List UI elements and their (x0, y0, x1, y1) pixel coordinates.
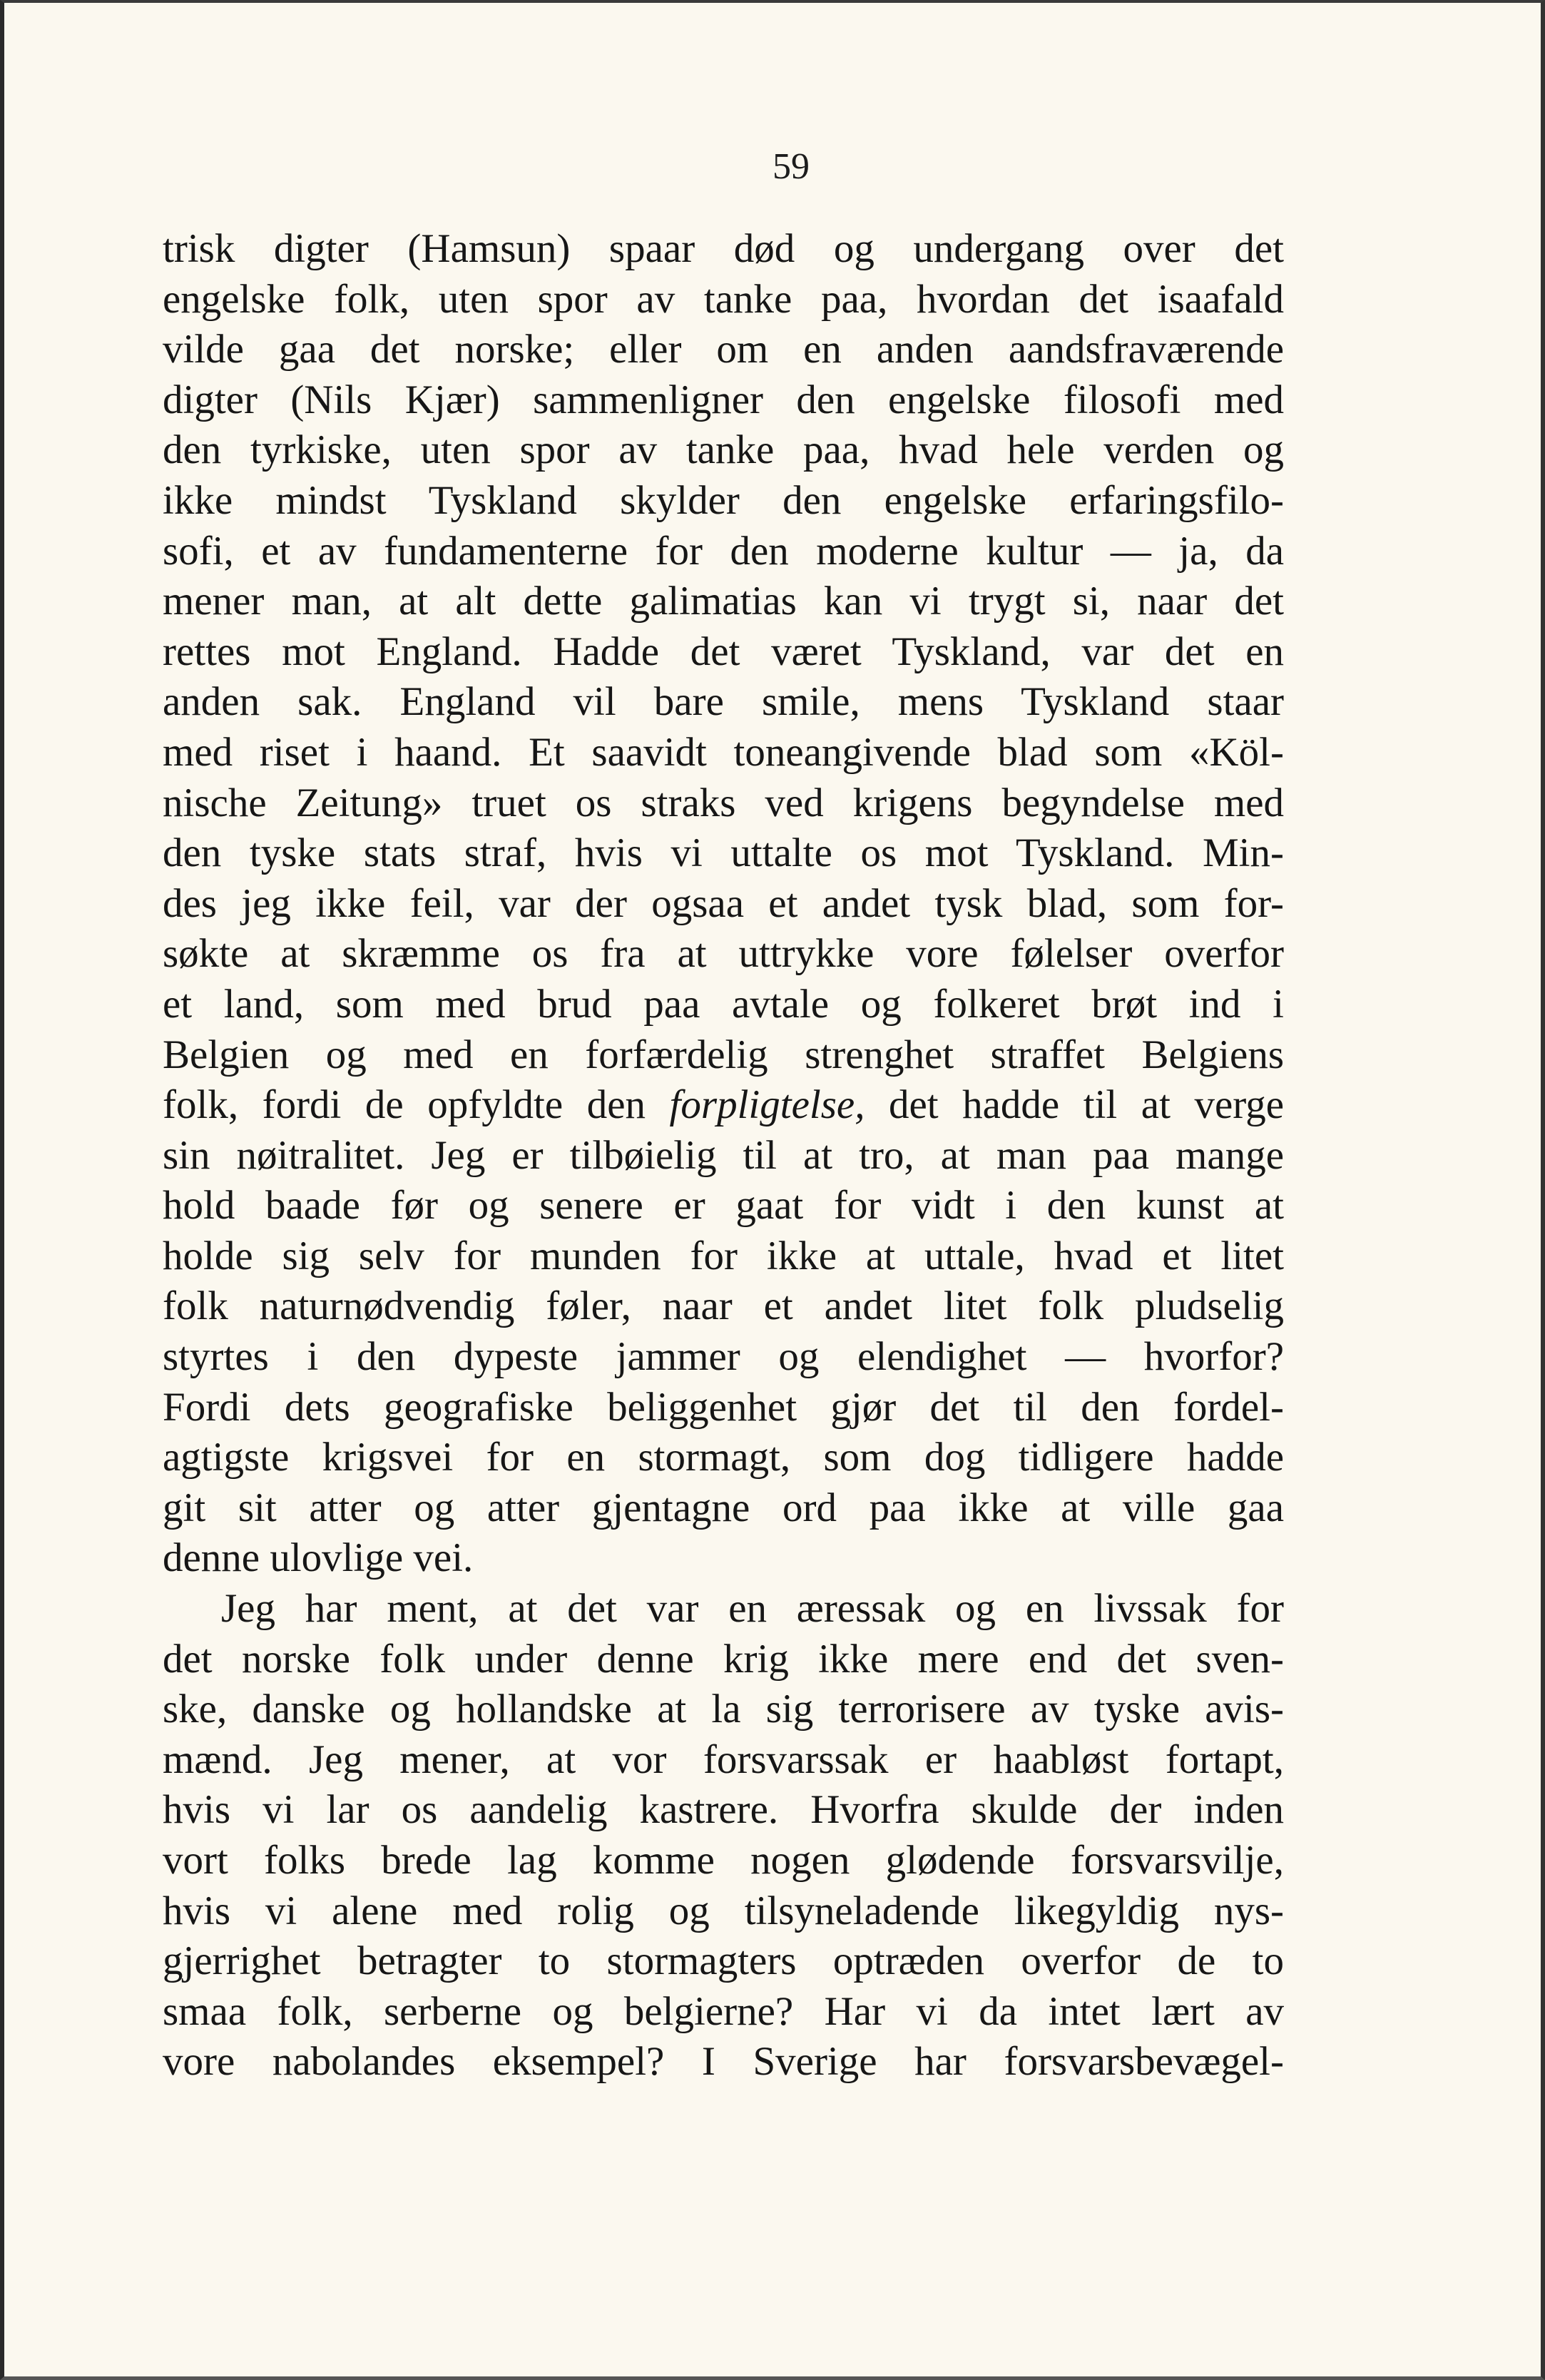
text-line: hvis vi alene med rolig og tilsyneladende likegyldig nys- (163, 1888, 1284, 1933)
text-line: et land, som med brud paa avtale og folkeret brøt ind i (163, 981, 1284, 1027)
text-line: ikke mindst Tyskland skylder den engelske erfaringsfilo- (163, 477, 1284, 523)
text-line (163, 1080, 1284, 1131)
text-line: den tyrkiske, uten spor av tanke paa, hvad hele verden og (163, 427, 1284, 473)
text-line: vort folks brede lag komme nogen glødende forsvarsvilje, (163, 1838, 1284, 1883)
text-line: vore nabolandes eksempel? I Sverige har forsvarsbevægel- (163, 2039, 1284, 2085)
text-line: Jeg har ment, at det var en æressak og en livssak for (221, 1586, 1284, 1632)
text-line: des jeg ikke feil, var der ogsaa et andet tysk blad, som for- (163, 880, 1284, 926)
text-line: Fordi dets geografiske beliggenhet gjør det til den fordel- (163, 1384, 1284, 1430)
text-line: gjerrighet betragter to stormagters optræden overfor de to (163, 1938, 1284, 1984)
text-line: holde sig selv for munden for ikke at uttale, hvad et litet (163, 1233, 1284, 1278)
text-line: denne ulovlige vei. (163, 1535, 474, 1581)
text-line: styrtes i den dypeste jammer og elendighet — hvorfor? (163, 1334, 1284, 1380)
page-number: 59 (772, 146, 810, 187)
text-line: anden sak. England vil bare smile, mens Tyskland staar (163, 679, 1284, 725)
text-line: Belgien og med en forfærdelig strenghet straffet Belgiens (163, 1032, 1284, 1077)
text-line: mener man, at alt dette galimatias kan vi trygt si, naar det (163, 579, 1284, 624)
text-line: folk naturnødvendig føler, naar et andet litet folk pludselig (163, 1283, 1284, 1329)
text-line: rettes mot England. Hadde det været Tyskland, var det en (163, 629, 1284, 674)
text-line: smaa folk, serberne og belgierne? Har vi da intet lært av (163, 1988, 1284, 2034)
text-line: vilde gaa det norske; eller om en anden aandsfraværende (163, 327, 1284, 372)
body-text (163, 224, 1284, 2087)
text-line: trisk digter (Hamsun) spaar død og undergang over det (163, 226, 1284, 271)
text-line: nische Zeitung» truet os straks ved krigens begyndelse med (163, 780, 1284, 825)
text-span: folk, fordi de opfyldte den (163, 1082, 670, 1128)
text-line: hold baade før og senere er gaat for vidt i den kunst at (163, 1183, 1284, 1229)
text-line: sin nøitralitet. Jeg er tilbøielig til at tro, at man paa mange (163, 1132, 1284, 1178)
text-line: mænd. Jeg mener, at vor forsvarssak er haabløst fortapt, (163, 1736, 1284, 1782)
text-line: det norske folk under denne krig ikke mere end det sven- (163, 1636, 1284, 1682)
text-line: ske, danske og hollandske at la sig terrorisere av tyske avis- (163, 1687, 1284, 1732)
text-line: digter (Nils Kjær) sammenligner den engelske filosofi med (163, 377, 1284, 422)
text-line: den tyske stats straf, hvis vi uttalte os mot Tyskland. Min- (163, 830, 1284, 876)
text-line: hvis vi lar os aandelig kastrere. Hvorfra skulde der inden (163, 1787, 1284, 1833)
text-line: søkte at skræmme os fra at uttrykke vore følelser overfor (163, 931, 1284, 977)
text-line: agtigste krigsvei for en stormagt, som dog tidligere hadde (163, 1435, 1284, 1480)
emphasized-word: forpligtelse, (669, 1082, 865, 1128)
text-line: sofi, et av fundamenterne for den moderne kultur — ja, da (163, 528, 1284, 574)
text-line: engelske folk, uten spor av tanke paa, hvordan det isaafald (163, 276, 1284, 322)
text-span: det hadde til at verge (865, 1082, 1284, 1128)
text-line: git sit atter og atter gjentagne ord paa ikke at ville gaa (163, 1485, 1284, 1530)
text-line: med riset i haand. Et saavidt toneangivende blad som «Köl- (163, 729, 1284, 775)
